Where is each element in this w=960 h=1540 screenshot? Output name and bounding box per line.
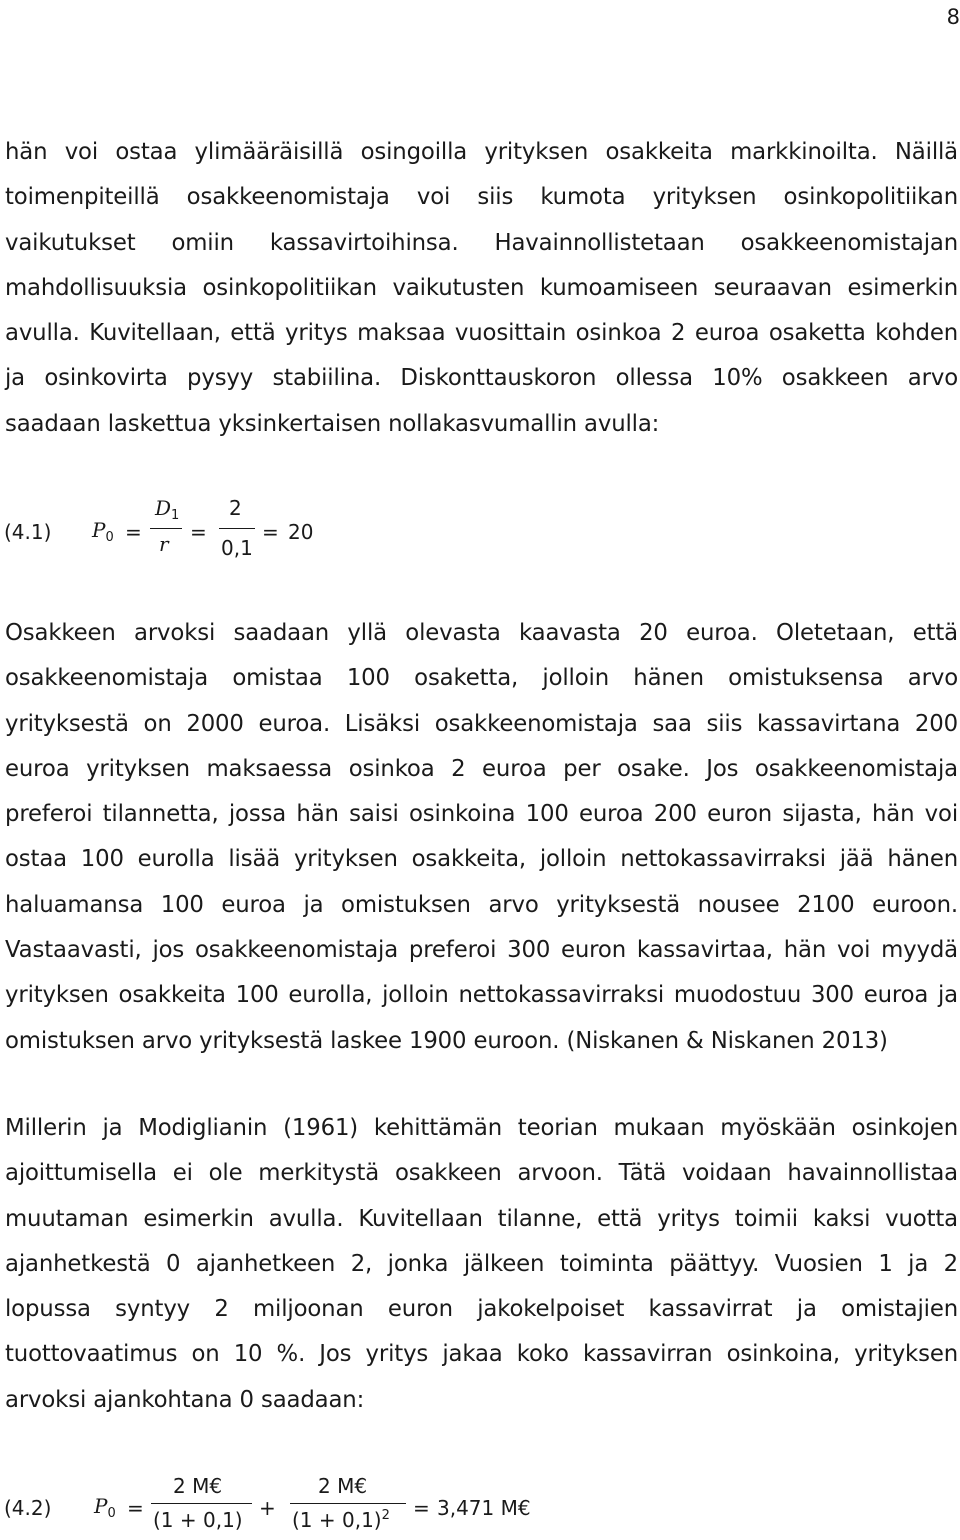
fraction-bar <box>151 1503 252 1504</box>
equals-sign: = <box>127 1496 144 1520</box>
fraction-numerator: $D_1$ <box>155 496 180 523</box>
equals-sign: = <box>190 520 207 544</box>
fraction-bar <box>150 528 182 529</box>
equation-label: (4.2) <box>4 1496 52 1520</box>
fraction-numerator: 2 <box>229 496 242 520</box>
fraction-numerator: 2 M€ <box>318 1474 368 1498</box>
equals-sign: = <box>413 1496 430 1520</box>
fraction-bar <box>290 1503 406 1504</box>
fraction-denominator: $(1 + 0,1)^2$ <box>292 1508 390 1532</box>
fraction-denominator: r <box>159 532 169 556</box>
equation-lhs: $P_0$ <box>92 518 114 545</box>
page-number: 8 <box>946 5 960 29</box>
paragraph-dividend-example: hän voi ostaa ylimääräisillä osingoilla yrityksen osakkeita markkinoilta. Näillä toimenpiteillä osakkeenomistaja voi siis kumota yrityksen osinkopolitiikan vaikutukset omiin kassavirtoihinsa. Havainnollistetaan osakkeenomistajan mahdollisuuksia osinkopolitiikan vaikutusten kumoamiseen seuraavan esimerkin avulla. Kuvitellaan, että yritys maksaa vuosittain osinkoa 2 euroa osaketta kohden ja osinkovirta pysyy stabiilina. Diskonttauskoron ollessa 10% osakkeen arvo saadaan laskettua yksinkertaisen nollakasvumallin avulla: <box>5 139 958 437</box>
equation-label: (4.1) <box>4 520 52 544</box>
equals-sign: = <box>262 520 279 544</box>
plus-sign: + <box>259 1496 276 1520</box>
equation-result: 20 <box>288 520 314 544</box>
paragraph-shareholder-example: Osakkeen arvoksi saadaan yllä olevasta kaavasta 20 euroa. Oletetaan, että osakkeenomistaja omistaa 100 osaketta, jolloin hänen omistuksensa arvo yrityksestä on 2000 euroa. Lisäksi osakkeenomistaja saa siis kassavirtana 200 euroa yrityksen maksaessa osinkoa 2 euroa per osake. Jos osakkeenomistaja preferoi tilannetta, jossa hän saisi osinkoina 100 euroa 200 euron sijasta, hän voi ostaa 100 eurolla lisää yrityksen osakkeita, jolloin nettokassavirraksi jää hänen haluamansa 100 euroa ja omistuksen arvo yrityksestä nousee 2100 euroon. Vastaavasti, jos osakkeenomistaja preferoi 300 euron kassavirtaa, hän voi myydä yrityksen osakkeita 100 eurolla, jolloin nettokassavirraksi muodostuu 300 euroa ja omistuksen arvo yrityksestä laskee 1900 euroon. (Niskanen & Niskanen 2013) <box>5 620 958 1054</box>
equation-result: 3,471 M€ <box>437 1496 531 1520</box>
fraction-numerator: 2 M€ <box>173 1474 223 1498</box>
paragraph-miller-modigliani: Millerin ja Modiglianin (1961) kehittämän teorian mukaan myöskään osinkojen ajoittumisella ei ole merkitystä osakkeen arvoon. Tätä voidaan havainnollistaa muutaman esimerkin avulla. Kuvitellaan tilanne, että yritys toimii kaksi vuotta ajanhetkestä 0 ajanhetkeen 2, jonka jälkeen toiminta päättyy. Vuosien 1 ja 2 lopussa syntyy 2 miljoonan euron jakokelpoiset kassavirrat ja omistajien tuottovaatimus on 10 %. Jos yritys jakaa koko kassavirran osinkoina, yrityksen arvoksi ajankohtana 0 saadaan: <box>5 1115 958 1413</box>
equals-sign: = <box>125 520 142 544</box>
fraction-denominator: 0,1 <box>221 536 253 560</box>
fraction-denominator: (1 + 0,1) <box>153 1508 243 1532</box>
equation-4-2 <box>0 1470 960 1538</box>
equation-lhs: $P_0$ <box>94 1494 116 1521</box>
equation-4-1 <box>0 490 960 560</box>
fraction-bar <box>219 528 255 529</box>
